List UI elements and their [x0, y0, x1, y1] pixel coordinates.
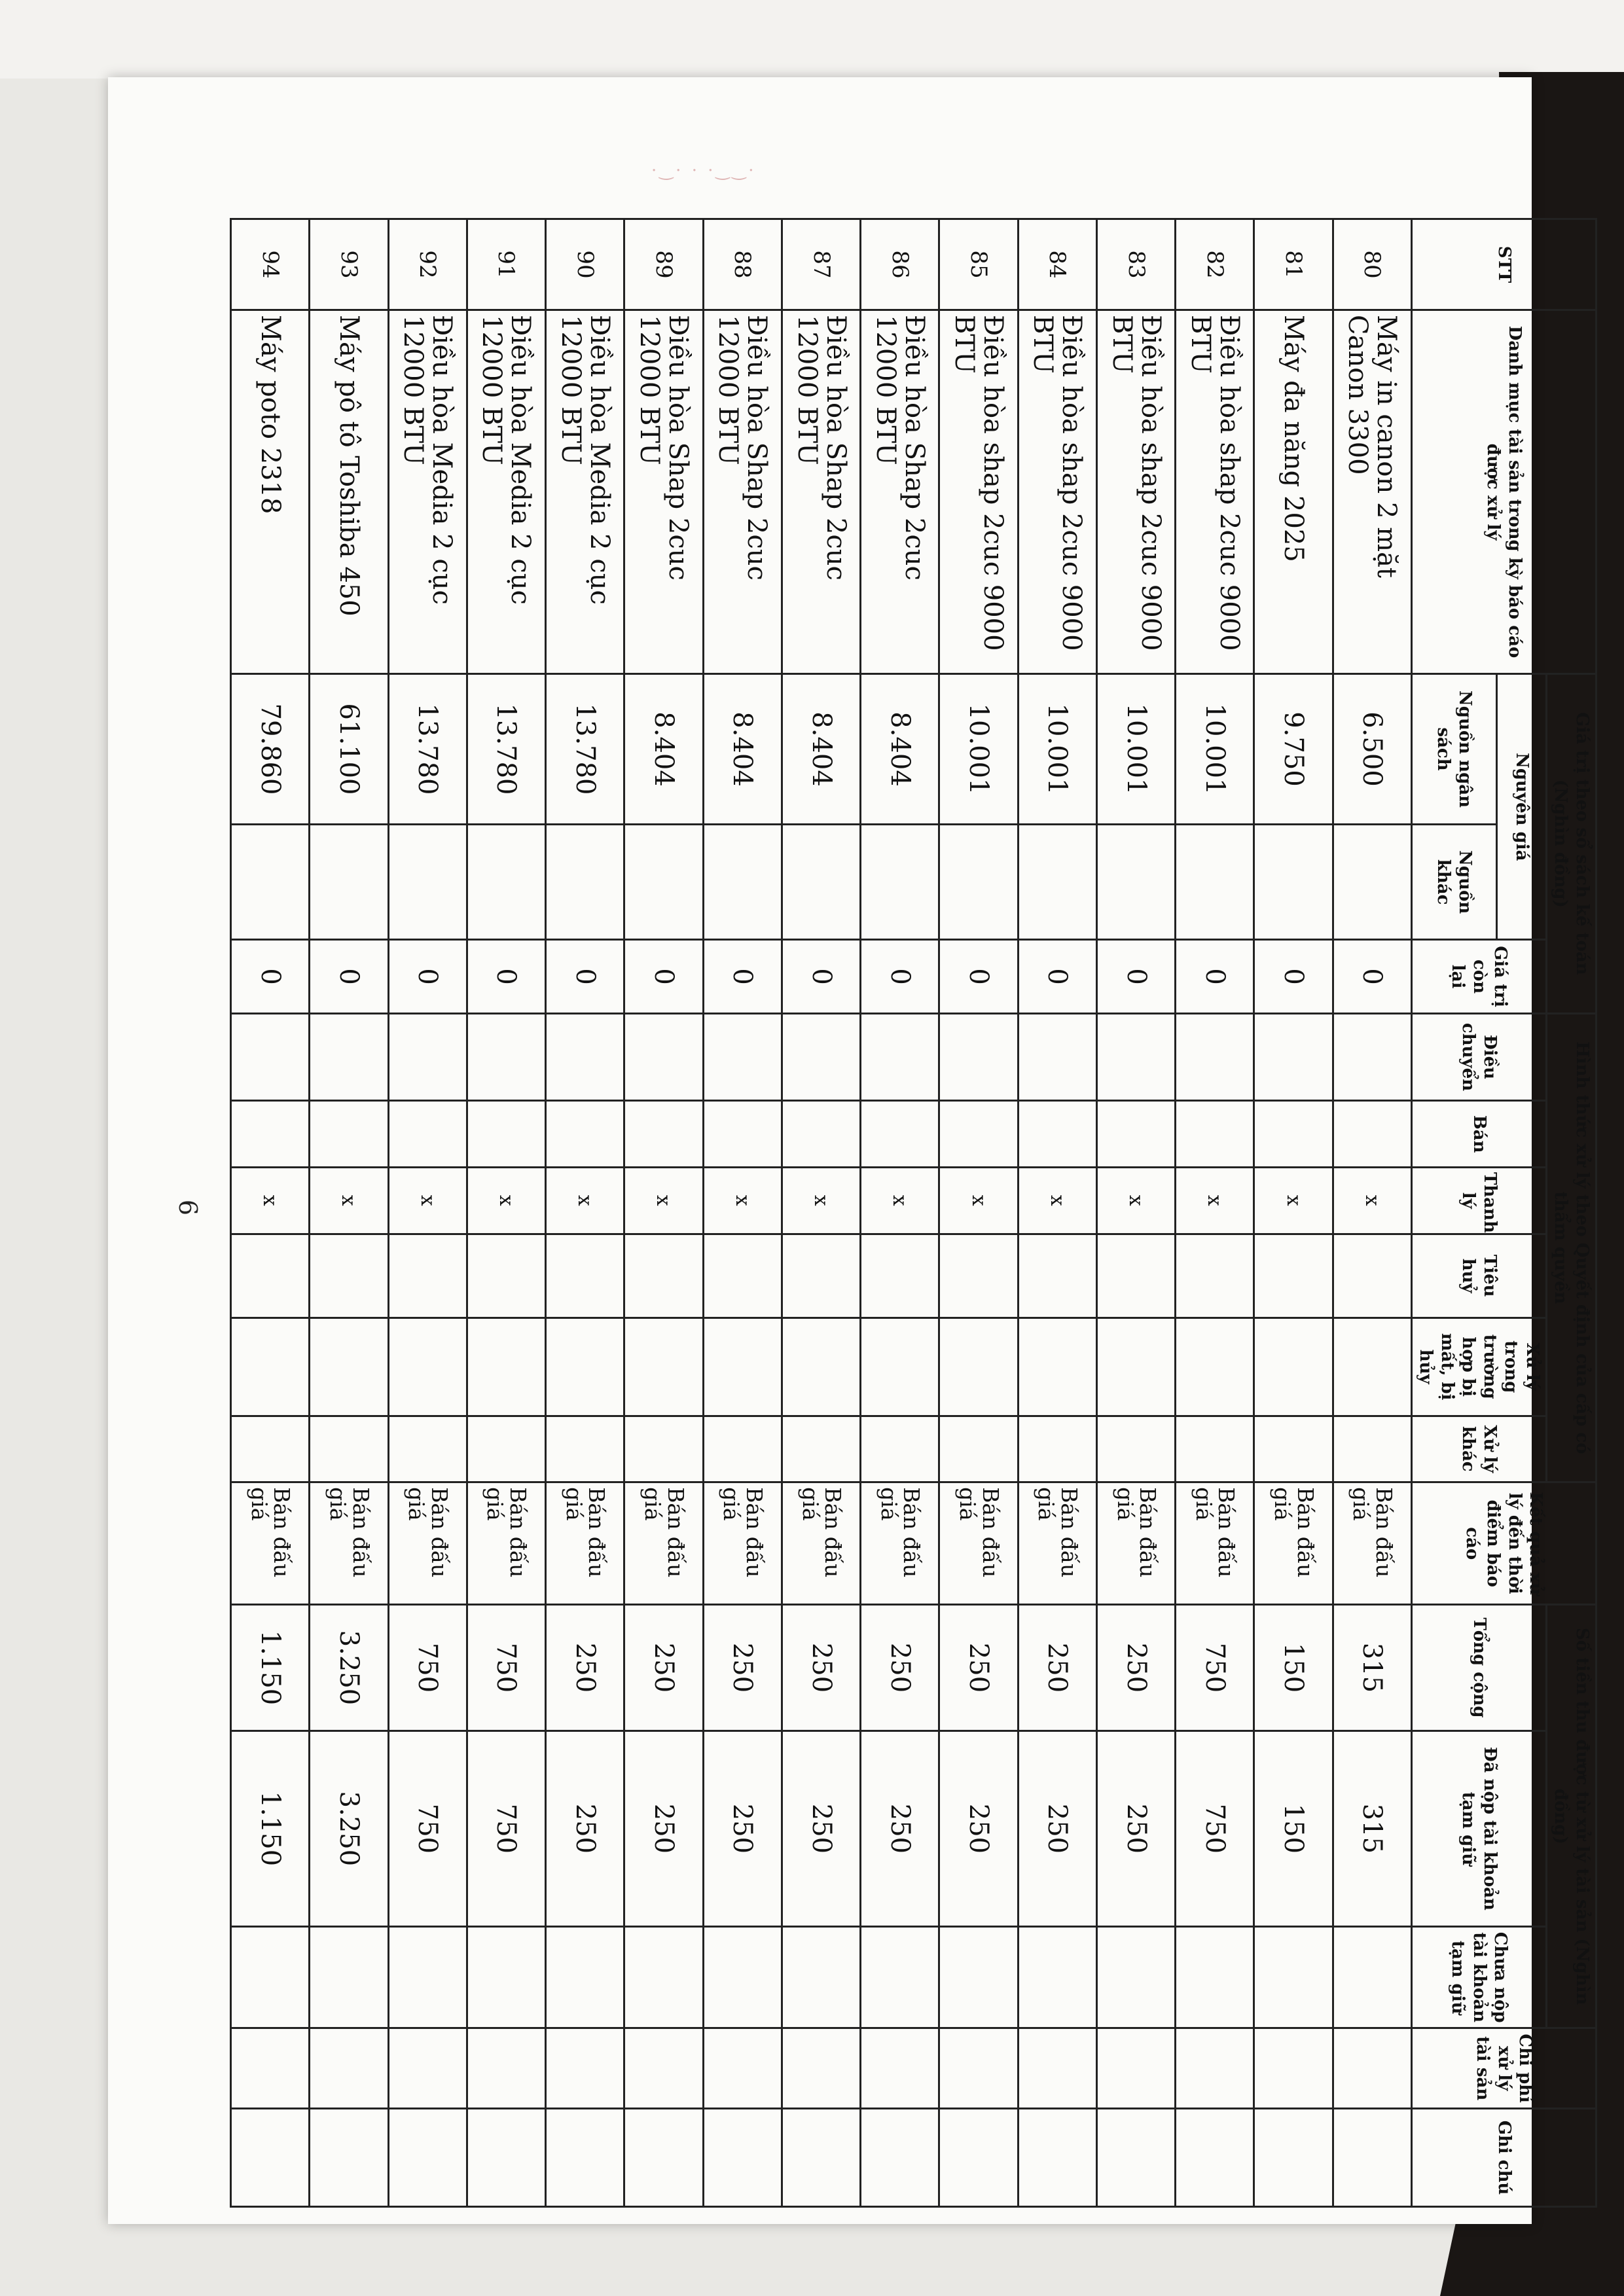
row-remaining-value: 0	[1254, 940, 1333, 1013]
row-result: Bán đấu giá	[939, 1482, 1018, 1605]
row-other-source	[546, 824, 624, 939]
row-unpaid-account	[1018, 1927, 1096, 2028]
row-liquidate: x	[546, 1167, 624, 1234]
row-total: 250	[703, 1605, 782, 1731]
row-note	[861, 2109, 939, 2207]
row-result: Bán đấu giá	[467, 1482, 545, 1605]
row-unpaid-account	[861, 1927, 939, 2028]
row-other-source	[1254, 824, 1333, 939]
row-liquidate: x	[1176, 1167, 1254, 1234]
table-row	[1176, 219, 1254, 2207]
row-asset-name: Máy poto 2318	[231, 310, 310, 674]
header-unpaid-account: Chưa nộp tài khoản tạm giữ	[1412, 1927, 1547, 2028]
row-transfer	[1254, 1013, 1333, 1101]
row-result: Bán đấu giá	[861, 1482, 939, 1605]
row-budget-source: 10.001	[1018, 674, 1096, 825]
row-paid-account: 250	[624, 1731, 703, 1926]
row-paid-account: 250	[782, 1731, 860, 1926]
row-other-handling	[231, 1416, 310, 1482]
row-transfer	[861, 1013, 939, 1101]
row-note	[624, 2109, 703, 2207]
row-paid-account: 750	[467, 1731, 545, 1926]
row-asset-name: Điều hòa shap 2cuc 9000 BTU	[939, 310, 1018, 674]
row-stt: 92	[388, 219, 467, 310]
row-remaining-value: 0	[310, 940, 388, 1013]
row-note	[1018, 2109, 1096, 2207]
header-remaining-value: Giá trị còn lại	[1412, 940, 1547, 1013]
row-note	[388, 2109, 467, 2207]
row-other-handling	[1333, 1416, 1411, 1482]
row-liquidate: x	[1333, 1167, 1411, 1234]
row-total: 150	[1254, 1605, 1333, 1731]
row-paid-account: 250	[1018, 1731, 1096, 1926]
row-sell	[467, 1101, 545, 1168]
header-note: Ghi chú	[1412, 2109, 1597, 2207]
row-destroy	[467, 1234, 545, 1318]
row-sell	[703, 1101, 782, 1168]
row-other-source	[1018, 824, 1096, 939]
row-destroy	[1096, 1234, 1175, 1318]
row-other-source	[310, 824, 388, 939]
row-other-handling	[782, 1416, 860, 1482]
document-page	[108, 77, 1592, 2224]
header-other-handling: Xử lý khác	[1412, 1416, 1547, 1482]
row-remaining-value: 0	[467, 940, 545, 1013]
row-asset-name: Điều hòa shap 2cuc 9000 BTU	[1096, 310, 1175, 674]
row-result: Bán đấu giá	[231, 1482, 310, 1605]
row-stt: 82	[1176, 219, 1254, 310]
row-remaining-value: 0	[939, 940, 1018, 1013]
row-asset-name: Điều hòa Shap 2cuc 12000 BTU	[861, 310, 939, 674]
table-row	[1254, 219, 1333, 2207]
row-asset-name: Điều hòa Media 2 cục 12000 BTU	[546, 310, 624, 674]
row-loss	[624, 1318, 703, 1416]
row-paid-account: 250	[703, 1731, 782, 1926]
row-paid-account: 315	[1333, 1731, 1411, 1926]
row-destroy	[624, 1234, 703, 1318]
row-loss	[546, 1318, 624, 1416]
row-asset-name: Điều hòa Shap 2cuc 12000 BTU	[703, 310, 782, 674]
row-other-handling	[624, 1416, 703, 1482]
header-total: Tổng cộng	[1412, 1605, 1547, 1731]
row-loss	[782, 1318, 860, 1416]
row-other-source	[624, 824, 703, 939]
row-stt: 85	[939, 219, 1018, 310]
row-paid-account: 3.250	[310, 1731, 388, 1926]
row-stt: 81	[1254, 219, 1333, 310]
row-liquidate: x	[388, 1167, 467, 1234]
row-sell	[310, 1101, 388, 1168]
row-other-handling	[388, 1416, 467, 1482]
row-budget-source: 6.500	[1333, 674, 1411, 825]
row-unpaid-account	[1333, 1927, 1411, 2028]
row-liquidate: x	[1254, 1167, 1333, 1234]
row-loss	[1176, 1318, 1254, 1416]
row-transfer	[1176, 1013, 1254, 1101]
row-unpaid-account	[782, 1927, 860, 2028]
row-cost	[861, 2028, 939, 2109]
row-note	[310, 2109, 388, 2207]
header-budget-source: Nguồn ngân sách	[1412, 674, 1497, 825]
table-row	[703, 219, 782, 2207]
row-stt: 80	[1333, 219, 1411, 310]
table-row	[231, 219, 310, 2207]
row-sell	[939, 1101, 1018, 1168]
row-sell	[1254, 1101, 1333, 1168]
row-budget-source: 10.001	[939, 674, 1018, 825]
row-stt: 86	[861, 219, 939, 310]
row-asset-name: Điều hòa shap 2cuc 9000 BTU	[1176, 310, 1254, 674]
row-remaining-value: 0	[1018, 940, 1096, 1013]
row-remaining-value: 0	[1176, 940, 1254, 1013]
row-loss	[939, 1318, 1018, 1416]
row-total: 250	[624, 1605, 703, 1731]
header-asset-name: Danh mục tài sản trong kỳ báo cáo được xử lý	[1412, 310, 1597, 674]
table-row	[782, 219, 860, 2207]
row-asset-name: Máy in canon 2 mặt Canon 3300	[1333, 310, 1411, 674]
row-note	[703, 2109, 782, 2207]
row-destroy	[861, 1234, 939, 1318]
row-asset-name: Điều hòa Shap 2cuc 12000 BTU	[782, 310, 860, 674]
row-asset-name: Máy đa năng 2025	[1254, 310, 1333, 674]
row-stt: 90	[546, 219, 624, 310]
row-other-source	[231, 824, 310, 939]
row-note	[546, 2109, 624, 2207]
row-cost	[310, 2028, 388, 2109]
row-unpaid-account	[388, 1927, 467, 2028]
table-row	[861, 219, 939, 2207]
table-row	[624, 219, 703, 2207]
row-remaining-value: 0	[861, 940, 939, 1013]
row-total: 250	[1096, 1605, 1175, 1731]
row-transfer	[546, 1013, 624, 1101]
row-loss	[310, 1318, 388, 1416]
row-sell	[1176, 1101, 1254, 1168]
row-destroy	[1018, 1234, 1096, 1318]
row-budget-source: 13.780	[546, 674, 624, 825]
row-total: 250	[546, 1605, 624, 1731]
row-cost	[231, 2028, 310, 2109]
row-total: 750	[1176, 1605, 1254, 1731]
table-row	[546, 219, 624, 2207]
row-unpaid-account	[939, 1927, 1018, 2028]
row-note	[1254, 2109, 1333, 2207]
row-cost	[1254, 2028, 1333, 2109]
asset-disposal-table	[230, 218, 1597, 2208]
row-paid-account: 150	[1254, 1731, 1333, 1926]
row-result: Bán đấu giá	[310, 1482, 388, 1605]
row-other-source	[1176, 824, 1254, 939]
row-result: Bán đấu giá	[782, 1482, 860, 1605]
row-other-source	[703, 824, 782, 939]
table-body	[231, 219, 1412, 2207]
row-stt: 84	[1018, 219, 1096, 310]
row-cost	[1018, 2028, 1096, 2109]
row-budget-source: 8.404	[703, 674, 782, 825]
row-paid-account: 250	[939, 1731, 1018, 1926]
row-liquidate: x	[624, 1167, 703, 1234]
row-liquidate: x	[861, 1167, 939, 1234]
row-remaining-value: 0	[782, 940, 860, 1013]
row-result: Bán đấu giá	[1018, 1482, 1096, 1605]
row-destroy	[546, 1234, 624, 1318]
row-other-handling	[310, 1416, 388, 1482]
page-number: 6	[173, 1199, 203, 1216]
row-note	[1176, 2109, 1254, 2207]
row-other-source	[467, 824, 545, 939]
row-sell	[546, 1101, 624, 1168]
row-liquidate: x	[310, 1167, 388, 1234]
row-paid-account: 750	[1176, 1731, 1254, 1926]
row-unpaid-account	[703, 1927, 782, 2028]
row-destroy	[1333, 1234, 1411, 1318]
table-row	[1096, 219, 1175, 2207]
row-remaining-value: 0	[703, 940, 782, 1013]
header-book-value: Giá trị theo sổ sách kế toán (Nghìn đồng)	[1547, 674, 1597, 1014]
row-cost	[1176, 2028, 1254, 2109]
row-loss	[1018, 1318, 1096, 1416]
row-destroy	[231, 1234, 310, 1318]
scan-top-margin	[0, 0, 1624, 79]
row-sell	[388, 1101, 467, 1168]
row-stt: 91	[467, 219, 545, 310]
row-unpaid-account	[546, 1927, 624, 2028]
table-row	[388, 219, 467, 2207]
row-destroy	[782, 1234, 860, 1318]
row-sell	[1018, 1101, 1096, 1168]
row-paid-account: 250	[546, 1731, 624, 1926]
row-other-source	[1096, 824, 1175, 939]
row-remaining-value: 0	[624, 940, 703, 1013]
row-other-handling	[1018, 1416, 1096, 1482]
row-budget-source: 61.100	[310, 674, 388, 825]
header-liquidate: Thanh lý	[1412, 1167, 1547, 1234]
row-transfer	[939, 1013, 1018, 1101]
row-liquidate: x	[1018, 1167, 1096, 1234]
row-transfer	[624, 1013, 703, 1101]
row-other-source	[1333, 824, 1411, 939]
header-transfer: Điều chuyển	[1412, 1013, 1547, 1101]
row-unpaid-account	[1176, 1927, 1254, 2028]
row-liquidate: x	[1096, 1167, 1175, 1234]
row-total: 315	[1333, 1605, 1411, 1731]
row-liquidate: x	[939, 1167, 1018, 1234]
header-cost: Chi phí xử lý tài sản	[1412, 2028, 1597, 2109]
row-destroy	[1254, 1234, 1333, 1318]
row-paid-account: 1.150	[231, 1731, 310, 1926]
row-unpaid-account	[1254, 1927, 1333, 2028]
row-cost	[624, 2028, 703, 2109]
header-result: Kết quả xử lý đến thời điểm báo cáo	[1412, 1482, 1597, 1605]
row-asset-name: Máy pô tô Toshiba 450	[310, 310, 388, 674]
row-liquidate: x	[703, 1167, 782, 1234]
row-loss	[388, 1318, 467, 1416]
row-other-handling	[546, 1416, 624, 1482]
row-asset-name: Điều hòa shap 2cuc 9000 BTU	[1018, 310, 1096, 674]
row-other-source	[939, 824, 1018, 939]
row-liquidate: x	[231, 1167, 310, 1234]
table-row	[310, 219, 388, 2207]
row-budget-source: 9.750	[1254, 674, 1333, 825]
row-remaining-value: 0	[1096, 940, 1175, 1013]
row-total: 1.150	[231, 1605, 310, 1731]
row-sell	[231, 1101, 310, 1168]
row-note	[231, 2109, 310, 2207]
row-result: Bán đấu giá	[1333, 1482, 1411, 1605]
row-remaining-value: 0	[546, 940, 624, 1013]
row-other-handling	[467, 1416, 545, 1482]
row-other-handling	[1096, 1416, 1175, 1482]
row-result: Bán đấu giá	[1096, 1482, 1175, 1605]
row-note	[467, 2109, 545, 2207]
header-handling: Hình thức xử lý theo Quyết định của cấp có thẩm quyền	[1547, 1013, 1597, 1482]
row-result: Bán đấu giá	[624, 1482, 703, 1605]
row-budget-source: 8.404	[782, 674, 860, 825]
row-cost	[939, 2028, 1018, 2109]
row-budget-source: 10.001	[1176, 674, 1254, 825]
faded-stamp: ·‿· · ·‿‿·	[651, 161, 757, 181]
row-transfer	[231, 1013, 310, 1101]
row-total: 250	[782, 1605, 860, 1731]
row-transfer	[310, 1013, 388, 1101]
row-transfer	[1333, 1013, 1411, 1101]
row-other-handling	[1176, 1416, 1254, 1482]
row-other-handling	[703, 1416, 782, 1482]
table-row	[1333, 219, 1411, 2207]
row-note	[1096, 2109, 1175, 2207]
row-paid-account: 250	[861, 1731, 939, 1926]
header-original-cost: Nguyên giá	[1496, 674, 1546, 940]
row-asset-name: Điều hòa Media 2 cục 12000 BTU	[467, 310, 545, 674]
row-transfer	[703, 1013, 782, 1101]
row-note	[939, 2109, 1018, 2207]
row-unpaid-account	[624, 1927, 703, 2028]
table-row	[467, 219, 545, 2207]
row-sell	[1096, 1101, 1175, 1168]
row-budget-source: 13.780	[388, 674, 467, 825]
row-other-source	[782, 824, 860, 939]
row-other-source	[388, 824, 467, 939]
row-asset-name: Điều hòa Shap 2cuc 12000 BTU	[624, 310, 703, 674]
row-loss	[231, 1318, 310, 1416]
row-cost	[546, 2028, 624, 2109]
header-proceeds: Số tiền thu được từ xử lý tài sản (Nghìn đồng)	[1547, 1605, 1597, 2028]
row-unpaid-account	[310, 1927, 388, 2028]
row-sell	[861, 1101, 939, 1168]
row-loss	[1096, 1318, 1175, 1416]
row-other-source	[861, 824, 939, 939]
row-stt: 87	[782, 219, 860, 310]
row-loss	[1254, 1318, 1333, 1416]
row-result: Bán đấu giá	[388, 1482, 467, 1605]
row-cost	[467, 2028, 545, 2109]
row-budget-source: 13.780	[467, 674, 545, 825]
row-sell	[782, 1101, 860, 1168]
row-paid-account: 750	[388, 1731, 467, 1926]
row-unpaid-account	[467, 1927, 545, 2028]
row-stt: 88	[703, 219, 782, 310]
row-result: Bán đấu giá	[546, 1482, 624, 1605]
row-transfer	[1018, 1013, 1096, 1101]
header-other-source: Nguồn khác	[1412, 824, 1497, 939]
header-paid-account: Đã nộp tài khoản tạm giữ	[1412, 1731, 1547, 1926]
row-total: 250	[1018, 1605, 1096, 1731]
row-loss	[861, 1318, 939, 1416]
row-total: 250	[861, 1605, 939, 1731]
row-asset-name: Điều hòa Media 2 cục 12000 BTU	[388, 310, 467, 674]
rotated-table-sheet	[246, 218, 1597, 2208]
header-loss: Xử lý trong trường hợp bị mất, bị hủy	[1412, 1318, 1547, 1416]
row-total: 750	[467, 1605, 545, 1731]
row-destroy	[388, 1234, 467, 1318]
row-transfer	[467, 1013, 545, 1101]
row-unpaid-account	[1096, 1927, 1175, 2028]
row-liquidate: x	[782, 1167, 860, 1234]
row-remaining-value: 0	[231, 940, 310, 1013]
row-remaining-value: 0	[1333, 940, 1411, 1013]
row-liquidate: x	[467, 1167, 545, 1234]
row-destroy	[310, 1234, 388, 1318]
table-row	[939, 219, 1018, 2207]
row-stt: 89	[624, 219, 703, 310]
row-sell	[1333, 1101, 1411, 1168]
row-loss	[1333, 1318, 1411, 1416]
row-result: Bán đấu giá	[1176, 1482, 1254, 1605]
row-destroy	[1176, 1234, 1254, 1318]
row-unpaid-account	[231, 1927, 310, 2028]
row-loss	[467, 1318, 545, 1416]
row-other-handling	[1254, 1416, 1333, 1482]
row-destroy	[939, 1234, 1018, 1318]
row-other-handling	[861, 1416, 939, 1482]
row-paid-account: 250	[1096, 1731, 1175, 1926]
row-note	[782, 2109, 860, 2207]
row-budget-source: 79.860	[231, 674, 310, 825]
table-row	[1018, 219, 1096, 2207]
row-total: 750	[388, 1605, 467, 1731]
row-cost	[703, 2028, 782, 2109]
row-result: Bán đấu giá	[1254, 1482, 1333, 1605]
row-transfer	[782, 1013, 860, 1101]
row-cost	[1333, 2028, 1411, 2109]
row-note	[1333, 2109, 1411, 2207]
row-cost	[388, 2028, 467, 2109]
row-total: 250	[939, 1605, 1018, 1731]
row-total: 3.250	[310, 1605, 388, 1731]
row-stt: 83	[1096, 219, 1175, 310]
row-destroy	[703, 1234, 782, 1318]
row-remaining-value: 0	[388, 940, 467, 1013]
row-other-handling	[939, 1416, 1018, 1482]
row-transfer	[388, 1013, 467, 1101]
row-budget-source: 8.404	[624, 674, 703, 825]
row-loss	[703, 1318, 782, 1416]
row-cost	[1096, 2028, 1175, 2109]
row-sell	[624, 1101, 703, 1168]
row-stt: 94	[231, 219, 310, 310]
header-destroy: Tiêu huỷ	[1412, 1234, 1547, 1318]
row-result: Bán đấu giá	[703, 1482, 782, 1605]
row-budget-source: 8.404	[861, 674, 939, 825]
row-stt: 93	[310, 219, 388, 310]
row-budget-source: 10.001	[1096, 674, 1175, 825]
row-transfer	[1096, 1013, 1175, 1101]
header-stt: STT	[1412, 219, 1597, 310]
header-sell: Bán	[1412, 1101, 1547, 1168]
row-cost	[782, 2028, 860, 2109]
